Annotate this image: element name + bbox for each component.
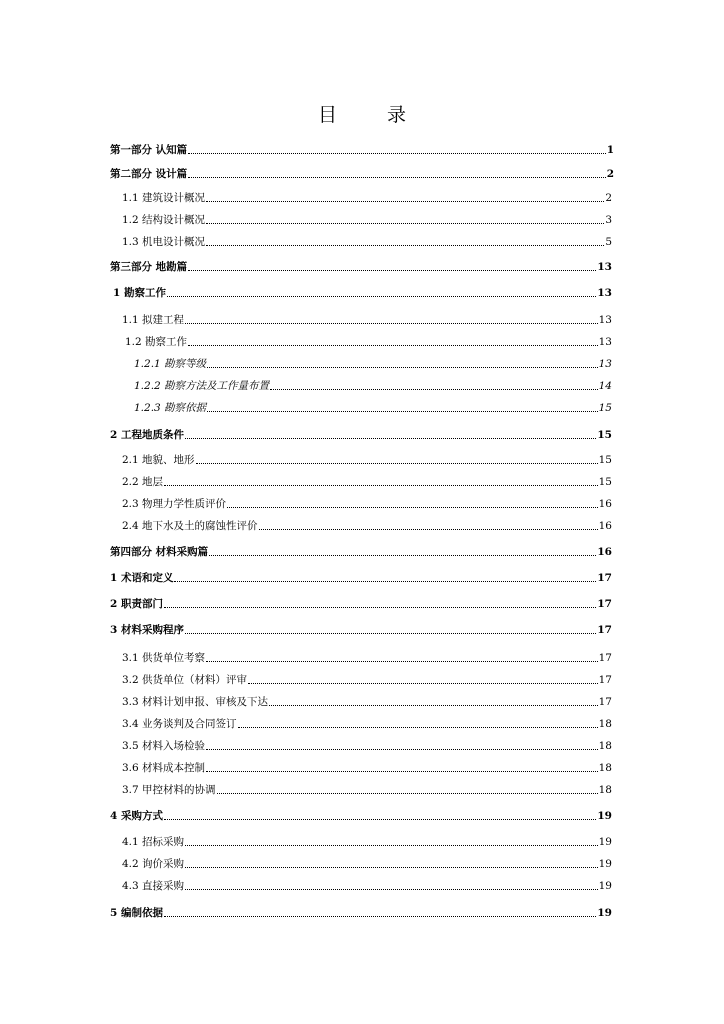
toc-entry-page-number: 19 (598, 880, 612, 892)
toc-leader-dots (206, 771, 598, 772)
toc-entry[interactable] (134, 355, 612, 373)
toc-entry[interactable] (113, 284, 612, 302)
toc-leader-dots (164, 916, 596, 917)
toc-leader-dots (188, 153, 606, 154)
toc-entry[interactable] (122, 781, 612, 799)
toc-entry-label: 2 工程地质条件 (110, 429, 184, 441)
toc-entry-label: 第四部分 材料采购篇 (110, 546, 209, 558)
toc-entry-label: 4.3 直接采购 (122, 880, 185, 892)
toc-entry[interactable] (122, 715, 612, 733)
toc-entry[interactable] (122, 311, 612, 329)
toc-leader-dots (164, 819, 596, 820)
toc-entry-label: 1.2.3 勘察依据 (134, 402, 207, 414)
toc-entry[interactable] (110, 569, 612, 587)
toc-entry-label: 3 材料采购程序 (110, 624, 184, 636)
toc-entry[interactable] (122, 693, 612, 711)
toc-leader-dots (188, 345, 598, 346)
toc-leader-dots (269, 705, 598, 706)
toc-entry[interactable] (125, 333, 612, 351)
toc-entry-label: 2.3 物理力学性质评价 (122, 498, 227, 510)
toc-entry-page-number: 18 (598, 784, 612, 796)
toc-entry-page-number: 15 (598, 476, 612, 488)
toc-entry-page-number: 17 (598, 696, 612, 708)
toc-leader-dots (207, 411, 598, 412)
toc-entry[interactable] (110, 258, 612, 276)
toc-entry-label: 1 勘察工作 (113, 287, 166, 299)
toc-leader-dots (238, 727, 598, 728)
toc-leader-dots (188, 270, 596, 271)
toc-entry-page-number: 16 (598, 498, 612, 510)
toc-entry-page-number: 18 (598, 762, 612, 774)
toc-entry[interactable] (110, 141, 614, 159)
toc-entry[interactable] (122, 737, 612, 755)
toc-entry-page-number: 17 (597, 598, 612, 610)
toc-entry-label: 3.2 供货单位（材料）评审 (122, 674, 248, 686)
toc-entry-page-number: 15 (598, 454, 612, 466)
toc-leader-dots (207, 367, 598, 368)
toc-leader-dots (227, 507, 598, 508)
toc-entry[interactable] (122, 189, 612, 207)
toc-entry-label: 2.4 地下水及土的腐蚀性评价 (122, 520, 258, 532)
toc-entry-label: 第三部分 地勘篇 (110, 261, 188, 273)
toc-entry-label: 2.2 地层 (122, 476, 164, 488)
toc-entry-label: 3.7 甲控材料的协调 (122, 784, 216, 796)
toc-entry[interactable] (122, 473, 612, 491)
toc-entry-label: 5 编制依据 (110, 907, 163, 919)
toc-leader-dots (185, 867, 598, 868)
toc-leader-dots (206, 223, 604, 224)
page-title: 目 录 (317, 104, 429, 126)
toc-entry-page-number: 17 (598, 652, 612, 664)
toc-entry[interactable] (110, 904, 612, 922)
toc-entry-page-number: 15 (597, 429, 612, 441)
toc-entry-page-number: 19 (597, 907, 612, 919)
toc-entry-label: 2.1 地貌、地形 (122, 454, 195, 466)
toc-entry-page-number: 18 (598, 740, 612, 752)
toc-entry-label: 3.5 材料入场检验 (122, 740, 206, 752)
toc-entry-page-number: 14 (598, 380, 612, 392)
toc-entry[interactable] (122, 233, 612, 251)
toc-leader-dots (206, 201, 604, 202)
toc-entry[interactable] (122, 495, 612, 513)
toc-entry-label: 第二部分 设计篇 (110, 168, 188, 180)
toc-entry-label: 1.2.2 勘察方法及工作量布置 (134, 380, 270, 392)
toc-entry[interactable] (122, 759, 612, 777)
toc-entry-page-number: 15 (598, 402, 612, 414)
toc-leader-dots (270, 389, 598, 390)
toc-entry[interactable] (122, 517, 612, 535)
toc-entry-page-number: 5 (605, 236, 612, 248)
toc-leader-dots (185, 633, 596, 634)
toc-entry-label: 4.1 招标采购 (122, 836, 185, 848)
toc-entry[interactable] (110, 621, 612, 639)
toc-entry-page-number: 1 (606, 144, 614, 156)
toc-entry[interactable] (122, 877, 612, 895)
toc-leader-dots (174, 581, 596, 582)
toc-entry-page-number: 19 (598, 836, 612, 848)
toc-entry-label: 3.4 业务谈判及合同签订 (122, 718, 237, 730)
toc-entry-page-number: 2 (605, 192, 612, 204)
toc-entry-page-number: 13 (598, 314, 612, 326)
toc-entry-page-number: 17 (597, 624, 612, 636)
toc-entry-page-number: 18 (598, 718, 612, 730)
toc-entry-page-number: 16 (598, 520, 612, 532)
toc-entry-page-number: 13 (597, 287, 612, 299)
toc-entry-label: 1.3 机电设计概况 (122, 236, 206, 248)
toc-entry-label: 1.2.1 勘察等级 (134, 358, 207, 370)
toc-entry[interactable] (110, 807, 612, 825)
toc-leader-dots (206, 749, 598, 750)
toc-entry-page-number: 3 (605, 214, 612, 226)
toc-entry[interactable] (110, 595, 612, 613)
toc-leader-dots (167, 296, 596, 297)
toc-leader-dots (206, 245, 604, 246)
toc-entry-page-number: 13 (598, 336, 612, 348)
toc-entry[interactable] (110, 543, 612, 561)
toc-entry-label: 2 职责部门 (110, 598, 163, 610)
toc-leader-dots (217, 793, 598, 794)
toc-entry-page-number: 17 (597, 572, 612, 584)
toc-entry-page-number: 13 (598, 358, 612, 370)
toc-entry-label: 4 采购方式 (110, 810, 163, 822)
toc-entry-label: 3.3 材料计划申报、审核及下达 (122, 696, 269, 708)
toc-entry-page-number: 19 (597, 810, 612, 822)
toc-entry[interactable] (110, 426, 612, 444)
toc-leader-dots (188, 177, 606, 178)
toc-entry-label: 4.2 询价采购 (122, 858, 185, 870)
toc-entry-label: 3.1 供货单位考察 (122, 652, 206, 664)
toc-entry[interactable] (122, 855, 612, 873)
toc-leader-dots (209, 555, 596, 556)
toc-entry-page-number: 19 (598, 858, 612, 870)
toc-leader-dots (206, 661, 598, 662)
toc-leader-dots (196, 463, 598, 464)
toc-leader-dots (185, 323, 598, 324)
toc-leader-dots (248, 683, 598, 684)
toc-entry-page-number: 13 (597, 261, 612, 273)
toc-leader-dots (185, 889, 598, 890)
toc-entry-label: 1.2 结构设计概况 (122, 214, 206, 226)
toc-entry-page-number: 17 (598, 674, 612, 686)
toc-entry-label: 1.1 建筑设计概况 (122, 192, 206, 204)
toc-entry-label: 3.6 材料成本控制 (122, 762, 206, 774)
toc-entry[interactable] (122, 833, 612, 851)
toc-entry[interactable] (122, 671, 612, 689)
toc-entry-label: 1.2 勘察工作 (125, 336, 188, 348)
toc-entry[interactable] (134, 399, 612, 417)
toc-entry-label: 第一部分 认知篇 (110, 144, 188, 156)
toc-leader-dots (164, 607, 596, 608)
toc-entry[interactable] (122, 211, 612, 229)
toc-leader-dots (259, 529, 598, 530)
toc-leader-dots (185, 438, 596, 439)
toc-entry[interactable] (110, 165, 614, 183)
toc-entry[interactable] (122, 649, 612, 667)
toc-entry-label: 1 术语和定义 (110, 572, 174, 584)
toc-entry[interactable] (122, 451, 612, 469)
toc-entry[interactable] (134, 377, 612, 395)
toc-entry-page-number: 16 (597, 546, 612, 558)
toc-entry-label: 1.1 拟建工程 (122, 314, 185, 326)
toc-leader-dots (164, 485, 598, 486)
toc-entry-page-number: 2 (606, 168, 614, 180)
toc-leader-dots (185, 845, 598, 846)
